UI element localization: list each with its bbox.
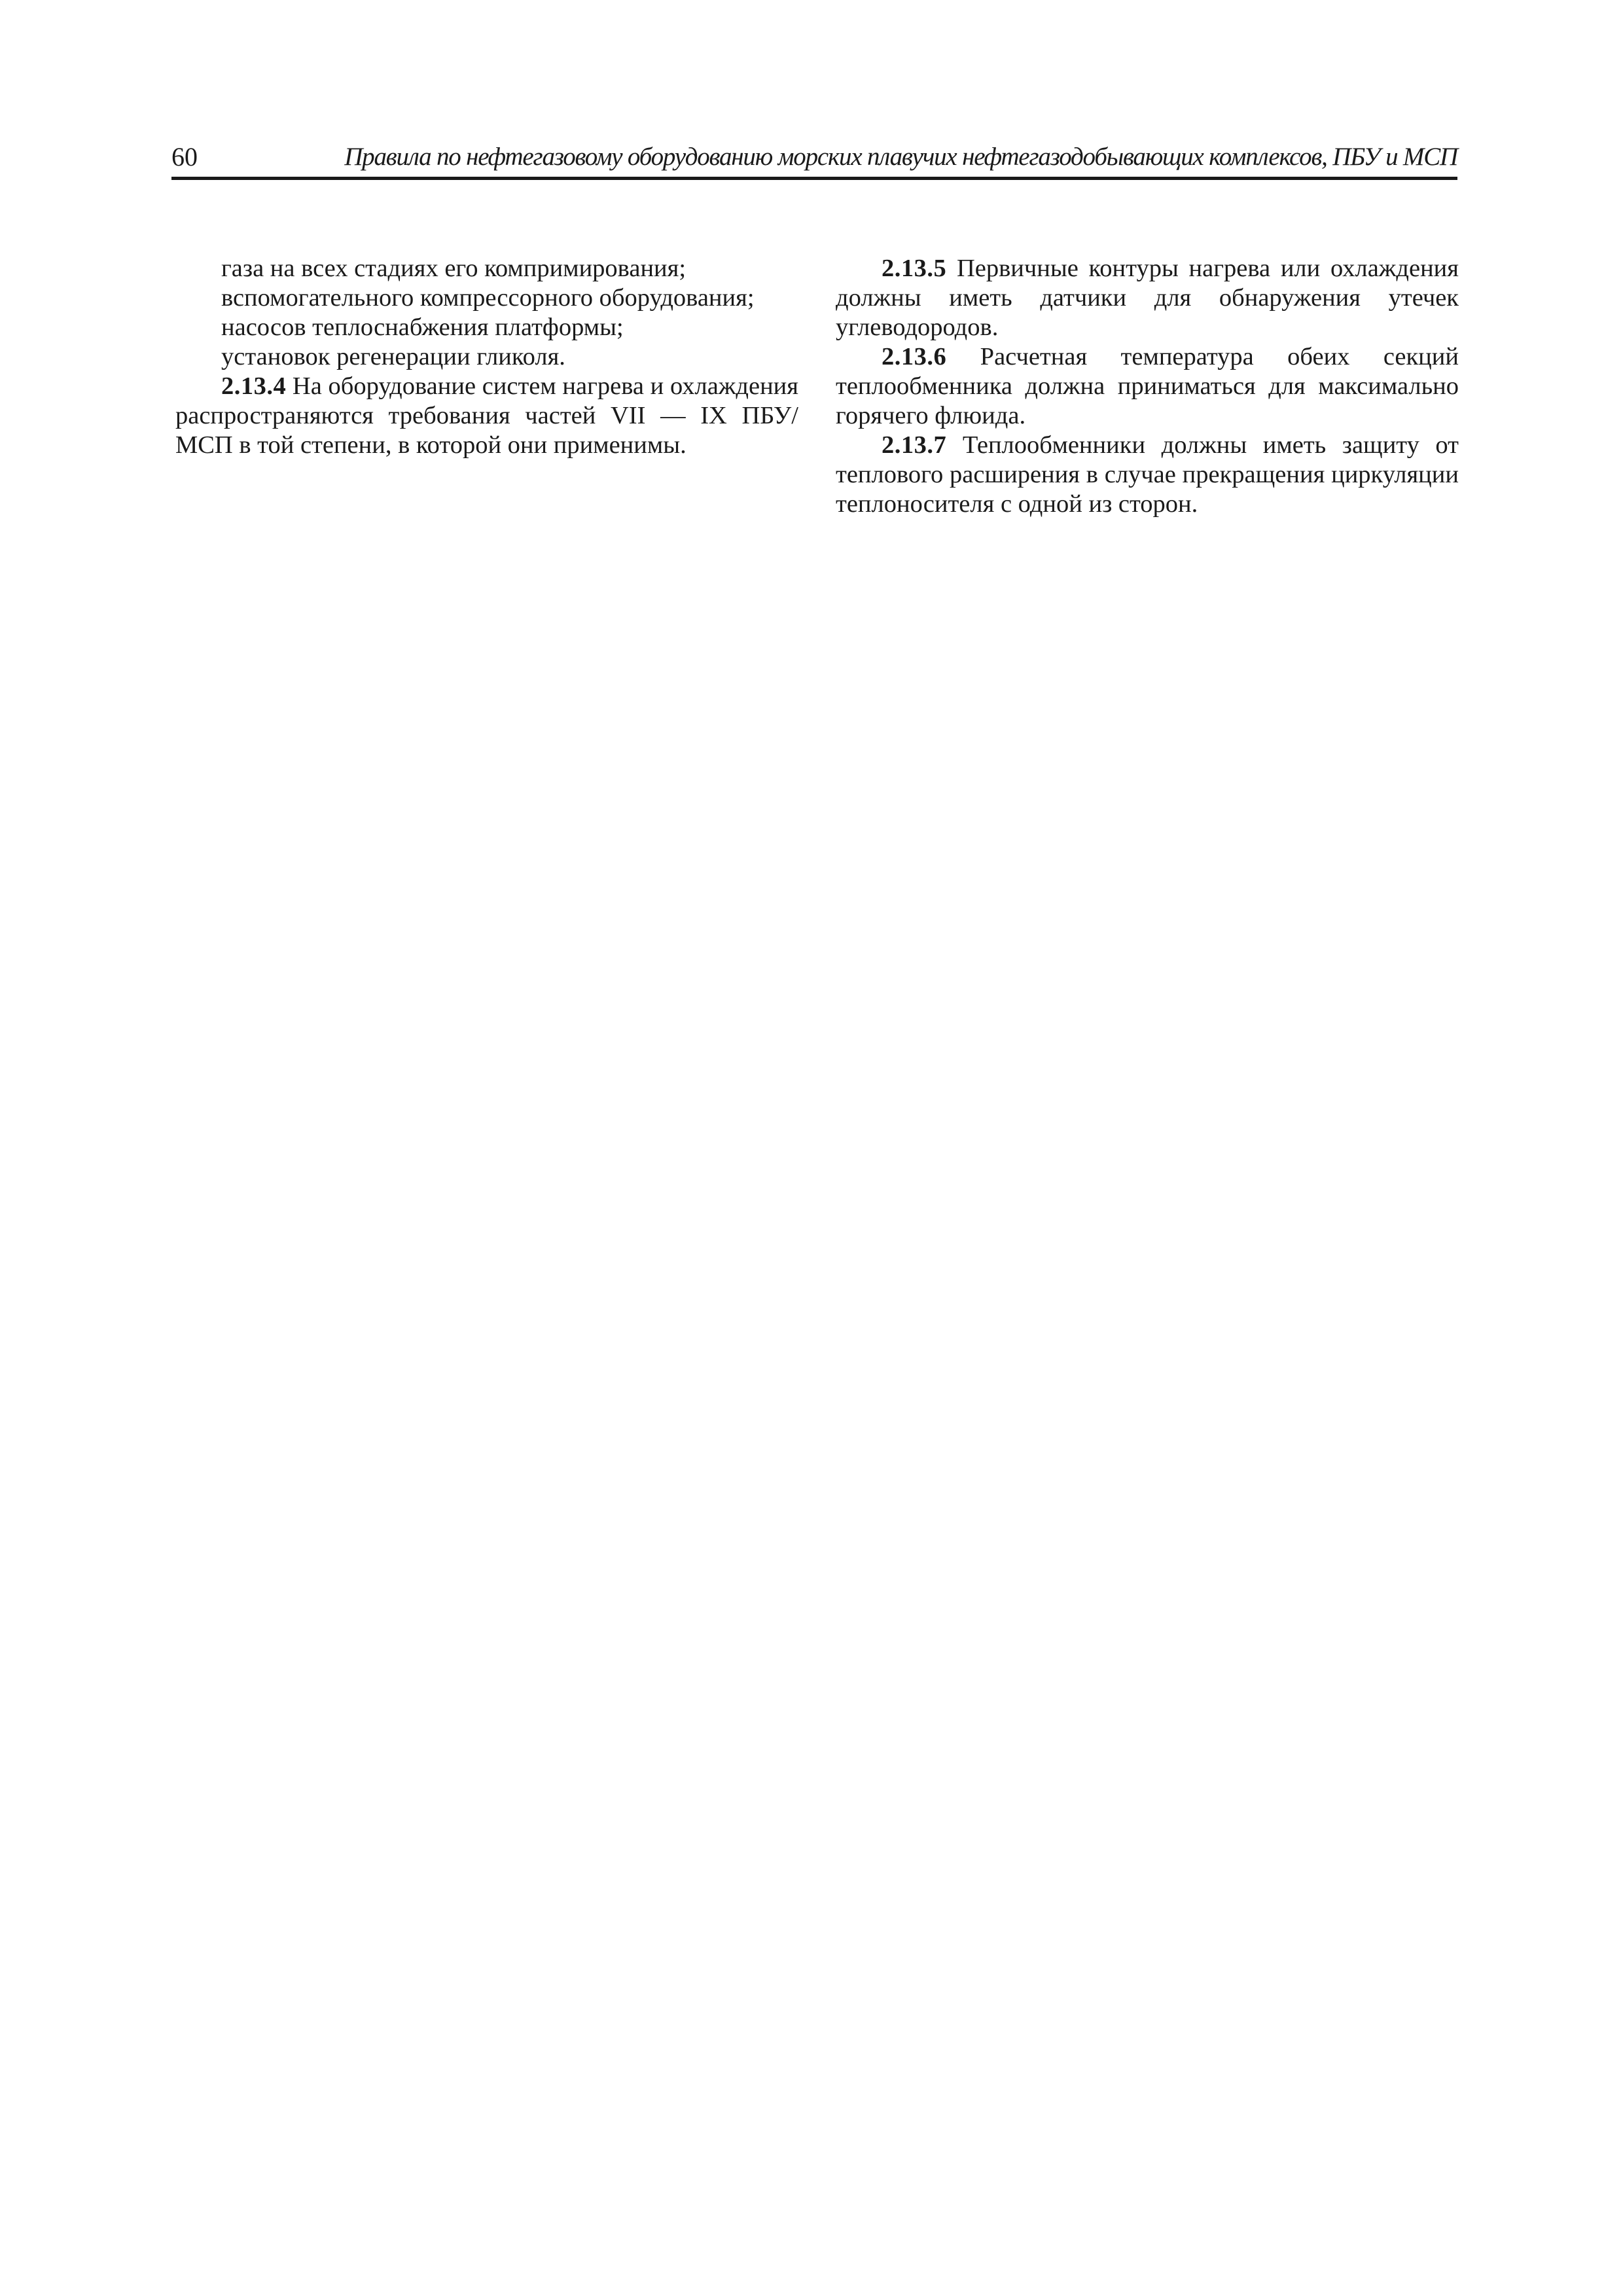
clause-number: 2.13.5	[882, 255, 947, 282]
clause-text: Расчетная температура обеих секций теплообменника должна приниматься для максимально горячего флюида.	[836, 343, 1459, 429]
list-item: вспомогательного компрессорного оборудования;	[221, 284, 755, 312]
clause-2-13-4	[175, 372, 798, 460]
page-number: 60	[171, 142, 198, 171]
page-header	[171, 139, 1457, 182]
list-item: газа на всех стадиях его компримирования;	[221, 255, 687, 282]
right-column	[836, 254, 1459, 519]
clause-2-13-5	[836, 254, 1459, 342]
clause-2-13-7	[836, 431, 1459, 519]
clause-number: 2.13.4	[221, 372, 287, 400]
list-item: насосов теплоснабжения платформы;	[221, 314, 624, 341]
clause-2-13-6	[836, 342, 1459, 431]
clause-number: 2.13.6	[882, 343, 947, 370]
clause-number: 2.13.7	[882, 431, 947, 459]
clause-text: На оборудование систем нагрева и охлаждения распространяются требования частей VII — IX ПБУ/МСП в той степени, в которой они применимы.	[175, 372, 798, 459]
running-title: Правила по нефтегазовому оборудованию морских плавучих нефтегазодобывающих комплексов, ПБУ и МСП	[344, 143, 1457, 171]
clause-text: Первичные контуры нагрева или охлаждения должны иметь датчики для обнаружения утечек углеводородов.	[836, 255, 1459, 341]
list-item: установок регенерации гликоля.	[221, 343, 565, 370]
clause-text: Теплообменники должны иметь защиту от теплового расширения в случае прекращения циркуляции теплоносителя с одной из сторон.	[836, 431, 1459, 518]
left-column	[175, 254, 798, 460]
header-rule	[171, 177, 1457, 180]
